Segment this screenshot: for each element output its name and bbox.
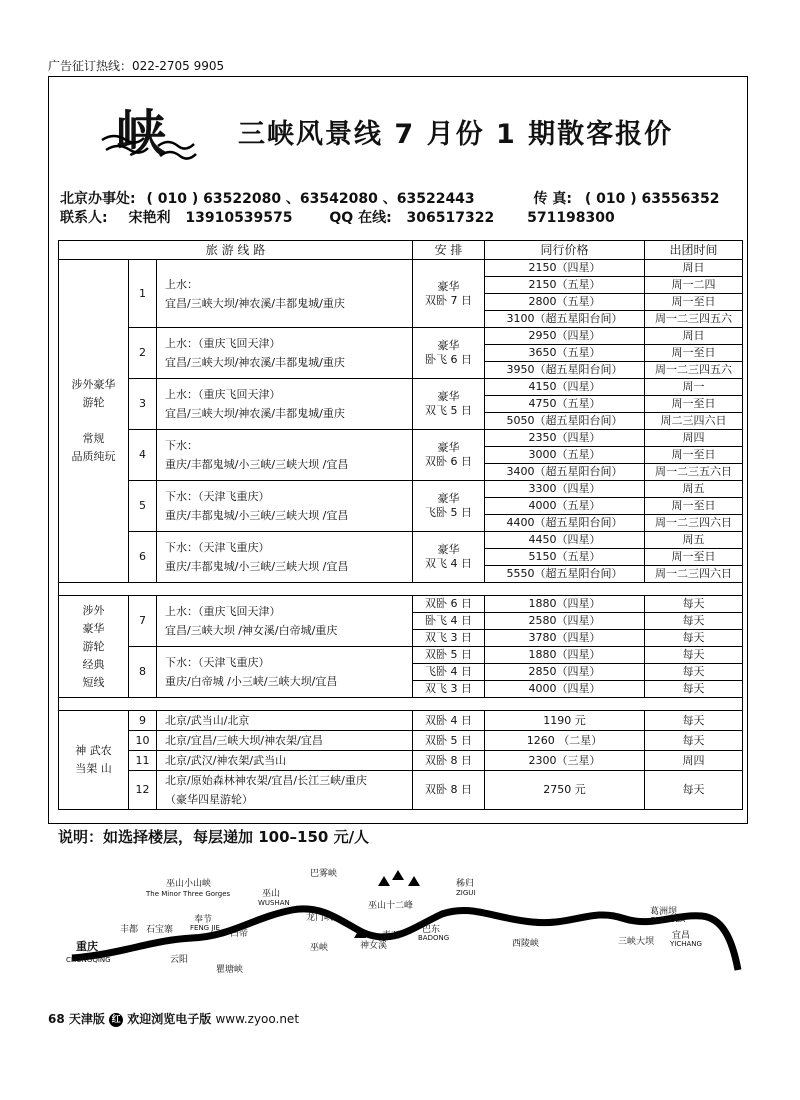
- map-label: 石宝寨: [146, 925, 174, 935]
- price-cell: 4000（五星）: [485, 498, 645, 515]
- departure-cell: 周一二三四五六: [645, 311, 743, 328]
- person-mobile: 13910539575: [185, 210, 293, 226]
- contact-line-person: [60, 207, 615, 227]
- page-number: 68: [48, 1012, 65, 1026]
- map-label: CHONGQING: [66, 956, 111, 964]
- departure-cell: 周一二三四六日: [645, 515, 743, 532]
- departure-cell: 每天: [645, 596, 743, 613]
- route-number: 4: [129, 430, 157, 481]
- route-number: 7: [129, 596, 157, 647]
- map-label: 秭归: [456, 879, 475, 889]
- route-description: 上水：（重庆飞回天津） 宜昌/三峡大坝/神农溪/丰都鬼城/重庆: [157, 328, 413, 379]
- map-label: The Minor Three Gorges: [146, 890, 231, 898]
- price-cell: 2350（四星）: [485, 430, 645, 447]
- map-label: ZIGUI: [456, 889, 476, 897]
- row-spacer: [59, 698, 743, 711]
- arrangement: 双飞 3 日: [413, 630, 485, 647]
- table-row: [59, 647, 743, 664]
- edition: 天津版: [68, 1012, 105, 1026]
- ad-hotline: 广告征订热线：022-2705 9905: [48, 59, 225, 73]
- arrangement: 飞卧 4 日: [413, 664, 485, 681]
- qq-label: QQ 在线:: [329, 210, 392, 226]
- map-label: 重庆: [76, 940, 98, 953]
- route-description: 上水：（重庆飞回天津） 宜昌/三峡大坝 /神女溪/白帝城/重庆: [157, 596, 413, 647]
- price-cell: 2150（五星）: [485, 277, 645, 294]
- route-description: 下水：（天津飞重庆） 重庆/丰都鬼城/小三峡/三峡大坝 /宜昌: [157, 481, 413, 532]
- departure-cell: 周一二三五六日: [645, 464, 743, 481]
- map-label: 巫山小山峡: [166, 879, 212, 889]
- page-title: 三峡风景线 7 月份 1 期散客报价: [238, 119, 674, 150]
- price-cell: 2800（五星）: [485, 294, 645, 311]
- map-label: 神女溪: [360, 941, 388, 951]
- route-number: 5: [129, 481, 157, 532]
- departure-cell: 每天: [645, 711, 743, 731]
- price-cell: 3950（超五星阳台间）: [485, 362, 645, 379]
- route-description: 下水： 重庆/丰都鬼城/小三峡/三峡大坝 /宜昌: [157, 430, 413, 481]
- price-cell: 5550（超五星阳台间）: [485, 566, 645, 583]
- price-cell: 1880（四星）: [485, 647, 645, 664]
- map-label: YICHANG: [670, 940, 702, 948]
- route-description: 下水：（天津飞重庆） 重庆/白帝城 /小三峡/三峡大坝/宜昌: [157, 647, 413, 698]
- arrangement: 豪华 双飞 5 日: [413, 379, 485, 430]
- header-arrangement: 安 排: [413, 241, 485, 260]
- departure-cell: 周日: [645, 260, 743, 277]
- price-cell: 2750 元: [485, 771, 645, 810]
- route-description: 上水： 宜昌/三峡大坝/神农溪/丰都鬼城/重庆: [157, 260, 413, 328]
- table-row: [59, 260, 743, 277]
- arrangement: 双卧 5 日: [413, 647, 485, 664]
- map-label: 三峡大坝: [618, 937, 655, 947]
- table-row: [59, 532, 743, 549]
- map-label: 宜昌: [672, 931, 691, 941]
- map-label: WUSHAN: [258, 899, 290, 907]
- map-label: 巫山: [262, 889, 281, 899]
- table-row: [59, 430, 743, 447]
- arrangement: 双卧 5 日: [413, 731, 485, 751]
- departure-cell: 每天: [645, 630, 743, 647]
- mountain-icon: [392, 870, 404, 880]
- price-cell: 2850（四星）: [485, 664, 645, 681]
- welcome-text: 欢迎浏览电子版: [127, 1012, 212, 1026]
- price-cell: 5050（超五星阳台间）: [485, 413, 645, 430]
- price-cell: 3780（四星）: [485, 630, 645, 647]
- price-cell: 1880（四星）: [485, 596, 645, 613]
- table-row: [59, 481, 743, 498]
- header-route: 旅 游 线 路: [59, 241, 413, 260]
- route-number: 9: [129, 711, 157, 731]
- category-cruise-short: 涉外 豪华 游轮 经典 短线: [59, 596, 129, 698]
- office-label: 北京办事处:: [60, 191, 136, 207]
- map-label: 西陵峡: [512, 939, 540, 949]
- arrangement: 豪华 飞卧 5 日: [413, 481, 485, 532]
- map-label: 丰都: [120, 925, 139, 935]
- qq-number-1: 306517322: [406, 210, 495, 226]
- departure-cell: 每天: [645, 771, 743, 810]
- departure-cell: 周一至日: [645, 294, 743, 311]
- route-description: 北京/宜昌/三峡大坝/神农架/宜昌: [157, 731, 413, 751]
- footer: [48, 1010, 299, 1027]
- route-description: 北京/武汉/神农架/武当山: [157, 751, 413, 771]
- departure-cell: 周一至日: [645, 396, 743, 413]
- departure-cell: 每天: [645, 681, 743, 698]
- category-shennongjia-wudang: 神 武农 当架 山: [59, 711, 129, 810]
- arrangement: 豪华 卧飞 6 日: [413, 328, 485, 379]
- route-description: 北京/武当山/北京: [157, 711, 413, 731]
- person-label: 联系人:: [60, 210, 108, 226]
- price-cell: 4400（超五星阳台间）: [485, 515, 645, 532]
- map-label: FENG JIE: [190, 924, 220, 932]
- route-description: 北京/原始森林神农架/宜昌/长江三峡/重庆 （豪华四星游轮）: [157, 771, 413, 810]
- fax-label: 传 真:: [533, 191, 573, 207]
- departure-cell: 周二三四六日: [645, 413, 743, 430]
- map-label: 巴东: [422, 925, 441, 935]
- departure-cell: 每天: [645, 613, 743, 630]
- departure-cell: 周一至日: [645, 447, 743, 464]
- map-label: 龙门峡: [306, 913, 334, 923]
- departure-cell: 每天: [645, 664, 743, 681]
- arrangement: 双卧 4 日: [413, 711, 485, 731]
- price-cell: 2300（三星）: [485, 751, 645, 771]
- table-row: [59, 751, 743, 771]
- office-phones: ( 010 ) 63522080 、63542080 、63522443: [146, 191, 475, 207]
- route-number: 12: [129, 771, 157, 810]
- departure-cell: 周一至日: [645, 549, 743, 566]
- price-cell: 4000（四星）: [485, 681, 645, 698]
- price-cell: 3300（四星）: [485, 481, 645, 498]
- arrangement: 卧飞 4 日: [413, 613, 485, 630]
- contact-line-office: [60, 188, 719, 208]
- price-cell: 5150（五星）: [485, 549, 645, 566]
- arrangement: 双卧 6 日: [413, 596, 485, 613]
- route-number: 6: [129, 532, 157, 583]
- table-header-row: [59, 241, 743, 260]
- departure-cell: 周一至日: [645, 345, 743, 362]
- map-label: BADONG: [418, 934, 450, 942]
- map-label: 巫峡: [310, 943, 329, 953]
- table-row: [59, 583, 743, 596]
- table-row: [59, 698, 743, 711]
- mountain-icon: [378, 876, 390, 886]
- map-label: 奉节: [194, 915, 213, 925]
- table-row: [59, 379, 743, 396]
- arrangement: 豪华 双飞 4 日: [413, 532, 485, 583]
- table-row: [59, 596, 743, 613]
- departure-cell: 周五: [645, 532, 743, 549]
- row-spacer: [59, 583, 743, 596]
- category-cruise-regular: 涉外豪华 游轮 常规 品质纯玩: [59, 260, 129, 583]
- departure-cell: 周一至日: [645, 498, 743, 515]
- note-text: 说明：如选择楼层，每层递加 100–150 元/人: [58, 828, 370, 846]
- departure-cell: 周五: [645, 481, 743, 498]
- arrangement: 豪华 双卧 6 日: [413, 430, 485, 481]
- logo-character: 峡: [116, 104, 166, 163]
- swirl-decoration-icon: [98, 132, 198, 168]
- departure-cell: 周日: [645, 328, 743, 345]
- price-table: [58, 240, 743, 810]
- price-cell: 4150（四星）: [485, 379, 645, 396]
- arrangement: 双卧 8 日: [413, 771, 485, 810]
- departure-cell: 周一二三四六日: [645, 566, 743, 583]
- price-cell: 1260 （二星）: [485, 731, 645, 751]
- route-map: [62, 858, 742, 998]
- price-cell: 4750（五星）: [485, 396, 645, 413]
- price-cell: 2580（四星）: [485, 613, 645, 630]
- map-label: 巫山十二峰: [368, 901, 414, 911]
- price-cell: 4450（四星）: [485, 532, 645, 549]
- price-cell: 1190 元: [485, 711, 645, 731]
- departure-cell: 周四: [645, 751, 743, 771]
- departure-cell: 周一二四: [645, 277, 743, 294]
- arrangement: 豪华 双卧 7 日: [413, 260, 485, 328]
- price-cell: 2950（四星）: [485, 328, 645, 345]
- departure-cell: 周一二三四五六: [645, 362, 743, 379]
- route-description: 下水：（天津飞重庆） 重庆/丰都鬼城/小三峡/三峡大坝 /宜昌: [157, 532, 413, 583]
- table-row: [59, 731, 743, 751]
- map-label: 巴雾峡: [310, 869, 338, 879]
- map-label: GEZHOBA: [650, 916, 686, 924]
- qq-number-2: 571198300: [527, 210, 615, 226]
- map-label: 葛洲坝: [650, 907, 678, 917]
- route-description: 上水：（重庆飞回天津） 宜昌/三峡大坝/神农溪/丰都鬼城/重庆: [157, 379, 413, 430]
- price-cell: 2150（四星）: [485, 260, 645, 277]
- header-price: 同行价格: [485, 241, 645, 260]
- header-departure: 出团时间: [645, 241, 743, 260]
- route-number: 10: [129, 731, 157, 751]
- mountain-icon: [408, 876, 420, 886]
- price-cell: 3000（五星）: [485, 447, 645, 464]
- arrangement: 双飞 3 日: [413, 681, 485, 698]
- route-number: 1: [129, 260, 157, 328]
- site-url: www.zyoo.net: [215, 1012, 300, 1026]
- map-label: 瞿塘峡: [216, 965, 244, 975]
- departure-cell: 每天: [645, 647, 743, 664]
- route-number: 2: [129, 328, 157, 379]
- map-label: 云阳: [170, 955, 189, 965]
- map-label: 青石: [382, 931, 401, 941]
- price-cell: 3650（五星）: [485, 345, 645, 362]
- departure-cell: 周一: [645, 379, 743, 396]
- price-cell: 3100（超五星阳台间）: [485, 311, 645, 328]
- route-number: 11: [129, 751, 157, 771]
- route-number: 8: [129, 647, 157, 698]
- person-name: 宋艳利: [128, 210, 171, 226]
- table-row: [59, 711, 743, 731]
- arrangement: 双卧 8 日: [413, 751, 485, 771]
- route-number: 3: [129, 379, 157, 430]
- fax-number: ( 010 ) 63556352: [584, 191, 720, 207]
- price-cell: 3400（超五星阳台间）: [485, 464, 645, 481]
- departure-cell: 周四: [645, 430, 743, 447]
- table-row: [59, 771, 743, 810]
- table-row: [59, 328, 743, 345]
- red-badge-icon: 红: [109, 1013, 123, 1027]
- departure-cell: 每天: [645, 731, 743, 751]
- map-label: 白帝: [230, 929, 249, 939]
